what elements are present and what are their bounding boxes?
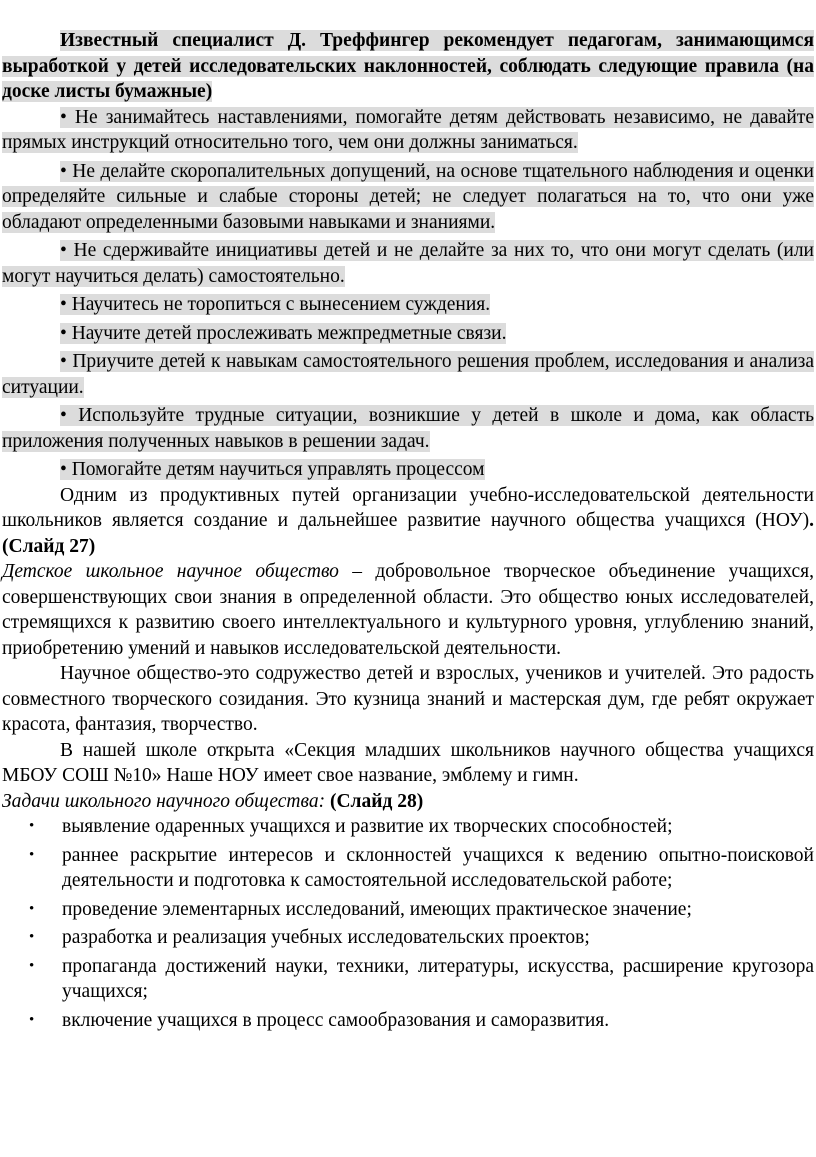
task-item: • включение учащихся в процесс самообразования и саморазвития.	[62, 1008, 814, 1034]
intro-paragraph	[2, 28, 814, 105]
task-item: • разработка и реализация учебных исследовательских проектов;	[62, 925, 814, 951]
intro-text: Известный специалист Д. Треффингер рекомендует педагогам, занимающимся выработкой у детей исследовательских наклонностей, соблюдать следующие правила (на доске листы бумажные)	[2, 30, 814, 102]
rule-item: • Научитесь не торопиться с вынесением суждения.	[60, 294, 491, 315]
rule-item: • Приучите детей к навыкам самостоятельного решения проблем, исследования и анализа ситуации.	[2, 351, 814, 398]
task-item: • выявление одаренных учащихся и развитие их творческих способностей;	[62, 814, 814, 840]
bullet-icon: •	[29, 900, 35, 917]
definition-text: – добровольное творческое объединение учащихся, совершенствующих свои знания в определенной области. Это общество юных исследователей, стремящихся к развитию своего интеллектуального и культурного уровня, углублению знаний, приобретению умений и навыков исследовательской деятельности.	[2, 561, 814, 659]
tasks-list	[0, 814, 816, 1033]
bullet-icon: •	[29, 846, 35, 863]
tasks-heading-label: Задачи школьного научного общества:	[2, 790, 326, 812]
rule-item: • Не занимайтесь наставлениями, помогайте детям действовать независимо, не давайте прямых инструкций относительно того, чем они должны заниматься.	[2, 106, 814, 153]
rule-item: • Не делайте скоропалительных допущений, на основе тщательного наблюдения и оценки определяйте сильные и слабые стороны детей; не следует полагаться на то, что они уже обладают определенными базовыми навыками и знаниями.	[2, 160, 814, 233]
bullet-icon: •	[29, 929, 35, 945]
bullet-icon: •	[29, 818, 35, 834]
bullet-icon: •	[29, 957, 35, 974]
rules-list	[0, 105, 816, 483]
task-item: • раннее раскрытие интересов и склонностей учащихся к ведению опытно-поисковой деятельности и подготовка к самостоятельной исследовательской работе;	[29, 844, 814, 891]
rule-item: • Помогайте детям научиться управлять процессом	[60, 459, 485, 480]
tasks-heading	[2, 789, 814, 815]
definition-paragraph	[2, 559, 814, 661]
task-item: • пропаганда достижений науки, техники, литературы, искусства, расширение кругозора учащихся;	[29, 955, 814, 1002]
bullet-icon: •	[29, 1011, 35, 1028]
slide-ref: (Слайд 28)	[325, 790, 424, 812]
community-paragraph: Научное общество-это содружество детей и взрослых, учеников и учителей. Это радость совместного творческого созидания. Это кузница знаний и мастерская дум, где ребят окружает красота, фантазия, творчество.	[2, 663, 814, 735]
rule-item: • Используйте трудные ситуации, возникшие у детей в школе и дома, как область приложения полученных навыков в решении задач.	[2, 405, 814, 452]
task-item: • проведение элементарных исследований, имеющих практическое значение;	[62, 897, 814, 923]
rule-item: • Не сдерживайте инициативы детей и не делайте за них то, что они могут сделать (или могут научиться делать) самостоятельно.	[2, 240, 814, 287]
rule-item: • Научите детей прослеживать межпредметные связи.	[60, 322, 507, 344]
school-paragraph: В нашей школе открыта «Секция младших школьников научного общества учащихся МБОУ СОШ №10» Наше НОУ имеет свое название, эмблему и гимн.	[2, 739, 814, 786]
definition-term: Детское школьное научное общество	[2, 561, 339, 582]
nou-paragraph: Одним из продуктивных путей организации учебно-исследовательской деятельности школьников является создание и дальнейшее развитие научного общества учащихся (НОУ).(Слайд 27)	[2, 484, 814, 557]
slide-ref: .(Слайд 27)	[2, 510, 814, 557]
